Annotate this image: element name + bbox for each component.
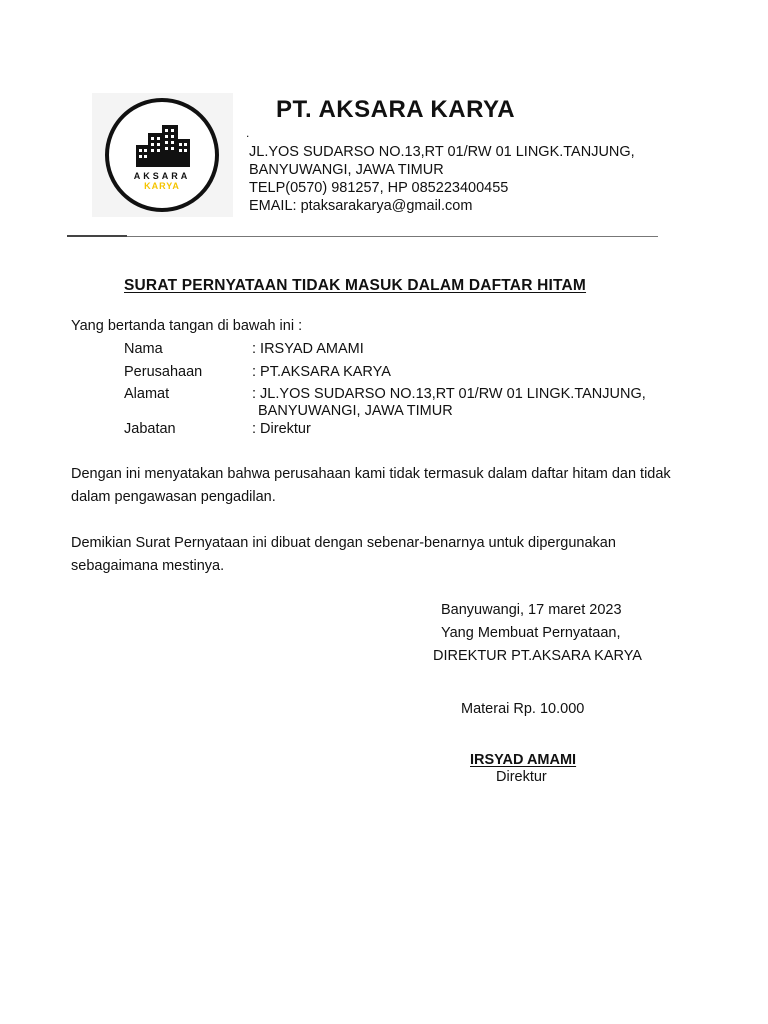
address-line-1: JL.YOS SUDARSO NO.13,RT 01/RW 01 LINGK.TANJUNG, [249,144,635,160]
field-label-perusahaan: Perusahaan [124,364,203,380]
document-title: SURAT PERNYATAAN TIDAK MASUK DALAM DAFTAR HITAM [124,277,587,294]
phone-line: TELP(0570) 981257, HP 085223400455 [249,180,509,196]
letterhead-divider-accent [67,235,127,237]
intro-text: Yang bertanda tangan di bawah ini : [71,318,303,334]
field-value-nama: : IRSYAD AMAMI [252,341,364,357]
materai-stamp-text: Materai Rp. 10.000 [461,701,585,717]
logo-text-aksara: AKSARA [133,171,191,181]
field-value-jabatan: : Direktur [252,421,311,437]
letterhead-divider [67,236,658,237]
place-date: Banyuwangi, 17 maret 2023 [441,602,622,618]
field-value-perusahaan: : PT.AKSARA KARYA [252,364,391,380]
statement-line-2: dalam pengawasan pengadilan. [71,489,276,505]
field-value-alamat-line-2: BANYUWANGI, JAWA TIMUR [258,403,453,419]
field-value-alamat-line-1: : JL.YOS SUDARSO NO.13,RT 01/RW 01 LINGK.TANJUNG, [252,386,646,402]
company-name: PT. AKSARA KARYA [276,96,516,123]
signer-position: Direktur [496,769,547,785]
field-label-alamat: Alamat [124,386,170,402]
company-logo [92,93,233,217]
field-label-nama: Nama [124,341,163,357]
field-label-jabatan: Jabatan [124,421,176,437]
email-line: EMAIL: ptaksarakarya@gmail.com [249,198,473,214]
address-line-2: BANYUWANGI, JAWA TIMUR [249,162,444,178]
closing-line-1: Demikian Surat Pernyataan ini dibuat dengan sebenar-benarnya untuk dipergunakan [71,535,616,551]
building-logo-icon [92,93,233,217]
closing-line-2: sebagaimana mestinya. [71,558,225,574]
signer-caption: Yang Membuat Pernyataan, [441,625,621,641]
signer-position-company: DIREKTUR PT.AKSARA KARYA [433,648,642,664]
signer-name: IRSYAD AMAMI [470,752,577,768]
statement-line-1: Dengan ini menyatakan bahwa perusahaan kami tidak termasuk dalam daftar hitam dan tidak [71,466,671,482]
letterhead-dot: . [246,126,250,140]
logo-text-karya: KARYA [144,181,180,191]
